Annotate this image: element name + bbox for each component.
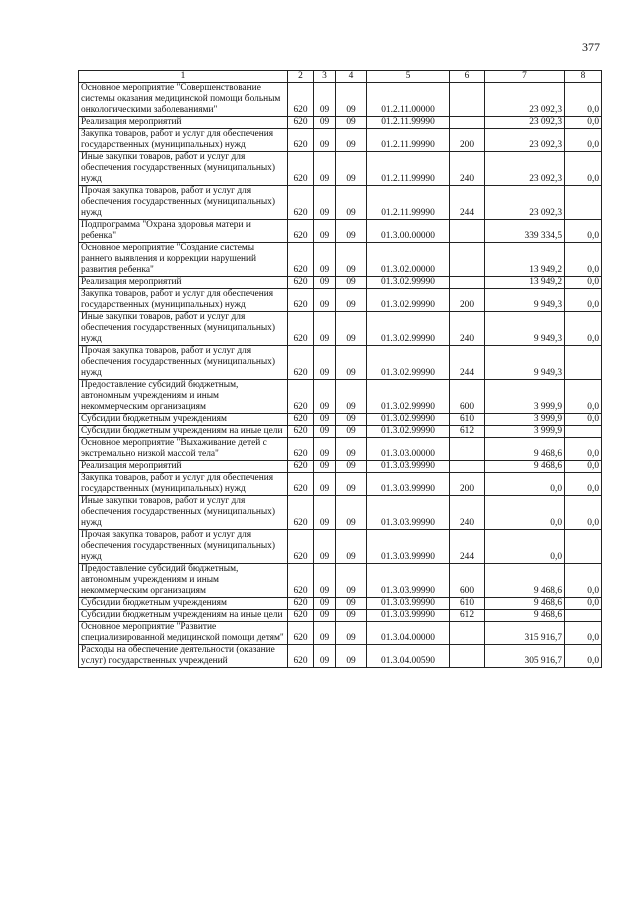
row-name-cell: Иные закупки товаров, работ и услуг для обеспечения государственных (муниципальных) нужд — [79, 312, 288, 346]
row-target-article-cell: 01.3.02.99990 — [367, 426, 450, 438]
row-section-cell: 09 — [314, 346, 336, 380]
row-code-cell: 620 — [288, 473, 314, 496]
row-name-cell: Основное мероприятие "Выхаживание детей с экстремально низкой массой тела" — [79, 438, 288, 461]
table-row — [79, 438, 602, 461]
header-cell: 8 — [565, 71, 602, 83]
row-section-cell: 09 — [314, 496, 336, 530]
row-extra-cell: 0,0 — [565, 461, 602, 473]
row-amount-cell: 23 092,3 — [485, 83, 565, 117]
row-code-cell: 620 — [288, 530, 314, 564]
row-section-cell: 09 — [314, 564, 336, 598]
row-subsection-cell: 09 — [336, 622, 367, 645]
row-section-cell: 09 — [314, 380, 336, 414]
row-name-cell: Предоставление субсидий бюджетным, автономным учреждениям и иным некоммерческим организациям — [79, 564, 288, 598]
row-amount-cell: 9 949,3 — [485, 289, 565, 312]
row-section-cell: 09 — [314, 426, 336, 438]
row-name-cell: Прочая закупка товаров, работ и услуг для обеспечения государственных (муниципальных) нужд — [79, 530, 288, 564]
row-section-cell: 09 — [314, 220, 336, 243]
row-amount-cell: 23 092,3 — [485, 129, 565, 152]
row-amount-cell: 9 468,6 — [485, 598, 565, 610]
row-name-cell: Расходы на обеспечение деятельности (оказание услуг) государственных учреждений — [79, 645, 288, 668]
row-extra-cell: 0,0 — [565, 496, 602, 530]
row-amount-cell: 3 999,9 — [485, 414, 565, 426]
row-subsection-cell: 09 — [336, 117, 367, 129]
row-code-cell: 620 — [288, 380, 314, 414]
row-amount-cell: 9 468,6 — [485, 461, 565, 473]
row-amount-cell: 9 468,6 — [485, 564, 565, 598]
row-target-article-cell: 01.3.02.99990 — [367, 346, 450, 380]
row-subsection-cell: 09 — [336, 289, 367, 312]
row-expense-type-cell: 244 — [450, 346, 485, 380]
row-target-article-cell: 01.3.03.99990 — [367, 610, 450, 622]
row-code-cell: 620 — [288, 622, 314, 645]
row-extra-cell: 0,0 — [565, 645, 602, 668]
row-code-cell: 620 — [288, 346, 314, 380]
row-section-cell: 09 — [314, 129, 336, 152]
row-code-cell: 620 — [288, 426, 314, 438]
row-name-cell: Прочая закупка товаров, работ и услуг для обеспечения государственных (муниципальных) нужд — [79, 346, 288, 380]
row-target-article-cell: 01.3.02.99990 — [367, 312, 450, 346]
row-name-cell: Прочая закупка товаров, работ и услуг для обеспечения государственных (муниципальных) нужд — [79, 186, 288, 220]
row-code-cell: 620 — [288, 243, 314, 277]
table-row — [79, 83, 602, 117]
table-row — [79, 243, 602, 277]
row-subsection-cell: 09 — [336, 598, 367, 610]
table-row — [79, 220, 602, 243]
row-target-article-cell: 01.3.02.99990 — [367, 277, 450, 289]
row-subsection-cell: 09 — [336, 277, 367, 289]
table-row — [79, 564, 602, 598]
row-expense-type-cell — [450, 83, 485, 117]
row-extra-cell: 0,0 — [565, 129, 602, 152]
row-extra-cell: 0,0 — [565, 220, 602, 243]
row-target-article-cell: 01.3.04.00000 — [367, 622, 450, 645]
row-subsection-cell: 09 — [336, 473, 367, 496]
row-section-cell: 09 — [314, 473, 336, 496]
row-expense-type-cell — [450, 117, 485, 129]
header-cell: 6 — [450, 71, 485, 83]
row-code-cell: 620 — [288, 610, 314, 622]
row-target-article-cell: 01.2.11.99990 — [367, 117, 450, 129]
row-subsection-cell: 09 — [336, 530, 367, 564]
row-name-cell: Закупка товаров, работ и услуг для обеспечения государственных (муниципальных) нужд — [79, 129, 288, 152]
row-expense-type-cell: 610 — [450, 598, 485, 610]
row-amount-cell: 9 468,6 — [485, 610, 565, 622]
row-subsection-cell: 09 — [336, 645, 367, 668]
row-name-cell: Реализация мероприятий — [79, 461, 288, 473]
row-amount-cell: 23 092,3 — [485, 186, 565, 220]
row-extra-cell: 0,0 — [565, 414, 602, 426]
row-target-article-cell: 01.2.11.99990 — [367, 152, 450, 186]
row-code-cell: 620 — [288, 83, 314, 117]
row-target-article-cell: 01.3.02.00000 — [367, 243, 450, 277]
row-name-cell: Закупка товаров, работ и услуг для обеспечения государственных (муниципальных) нужд — [79, 289, 288, 312]
row-name-cell: Основное мероприятие "Совершенствование системы оказания медицинской помощи больным онкологическими заболеваниями" — [79, 83, 288, 117]
row-name-cell: Иные закупки товаров, работ и услуг для обеспечения государственных (муниципальных) нужд — [79, 496, 288, 530]
row-expense-type-cell — [450, 645, 485, 668]
row-target-article-cell: 01.3.03.99990 — [367, 461, 450, 473]
row-target-article-cell: 01.3.00.00000 — [367, 220, 450, 243]
row-name-cell: Реализация мероприятий — [79, 117, 288, 129]
row-subsection-cell: 09 — [336, 152, 367, 186]
row-amount-cell: 339 334,5 — [485, 220, 565, 243]
row-expense-type-cell: 244 — [450, 530, 485, 564]
table-row — [79, 426, 602, 438]
row-expense-type-cell: 240 — [450, 496, 485, 530]
row-subsection-cell: 09 — [336, 129, 367, 152]
table-row — [79, 312, 602, 346]
row-expense-type-cell: 612 — [450, 426, 485, 438]
row-expense-type-cell: 200 — [450, 289, 485, 312]
table-row — [79, 186, 602, 220]
row-section-cell: 09 — [314, 530, 336, 564]
header-cell: 2 — [288, 71, 314, 83]
table-row — [79, 530, 602, 564]
row-target-article-cell: 01.3.03.00000 — [367, 438, 450, 461]
row-section-cell: 09 — [314, 438, 336, 461]
row-code-cell: 620 — [288, 129, 314, 152]
row-subsection-cell: 09 — [336, 380, 367, 414]
table-row — [79, 346, 602, 380]
table-row — [79, 277, 602, 289]
header-cell: 3 — [314, 71, 336, 83]
row-code-cell: 620 — [288, 289, 314, 312]
row-extra-cell — [565, 530, 602, 564]
table-row — [79, 598, 602, 610]
row-code-cell: 620 — [288, 414, 314, 426]
row-name-cell: Субсидии бюджетным учреждениям на иные цели — [79, 426, 288, 438]
row-section-cell: 09 — [314, 461, 336, 473]
row-amount-cell: 315 916,7 — [485, 622, 565, 645]
header-cell: 5 — [367, 71, 450, 83]
row-extra-cell: 0,0 — [565, 83, 602, 117]
table-row — [79, 461, 602, 473]
row-name-cell: Закупка товаров, работ и услуг для обеспечения государственных (муниципальных) нужд — [79, 473, 288, 496]
budget-table — [78, 70, 602, 668]
row-extra-cell: 0,0 — [565, 598, 602, 610]
row-subsection-cell: 09 — [336, 610, 367, 622]
row-name-cell: Основное мероприятие "Развитие специализированной медицинской помощи детям" — [79, 622, 288, 645]
row-target-article-cell: 01.3.02.99990 — [367, 380, 450, 414]
table-row — [79, 380, 602, 414]
row-name-cell: Подпрограмма "Охрана здоровья матери и ребенка" — [79, 220, 288, 243]
row-section-cell: 09 — [314, 645, 336, 668]
row-amount-cell: 0,0 — [485, 530, 565, 564]
row-code-cell: 620 — [288, 220, 314, 243]
table-row — [79, 289, 602, 312]
row-target-article-cell: 01.3.02.99990 — [367, 289, 450, 312]
row-name-cell: Субсидии бюджетным учреждениям — [79, 414, 288, 426]
row-section-cell: 09 — [314, 152, 336, 186]
row-section-cell: 09 — [314, 243, 336, 277]
row-extra-cell: 0,0 — [565, 473, 602, 496]
row-extra-cell: 0,0 — [565, 117, 602, 129]
row-section-cell: 09 — [314, 186, 336, 220]
table-header-row — [79, 71, 602, 83]
row-code-cell: 620 — [288, 117, 314, 129]
row-amount-cell: 3 999,9 — [485, 380, 565, 414]
row-code-cell: 620 — [288, 186, 314, 220]
row-name-cell: Субсидии бюджетным учреждениям — [79, 598, 288, 610]
row-extra-cell — [565, 426, 602, 438]
row-subsection-cell: 09 — [336, 496, 367, 530]
row-expense-type-cell — [450, 622, 485, 645]
row-extra-cell: 0,0 — [565, 289, 602, 312]
row-code-cell: 620 — [288, 496, 314, 530]
row-expense-type-cell: 610 — [450, 414, 485, 426]
row-section-cell: 09 — [314, 610, 336, 622]
row-amount-cell: 13 949,2 — [485, 277, 565, 289]
row-amount-cell: 3 999,9 — [485, 426, 565, 438]
row-expense-type-cell: 200 — [450, 473, 485, 496]
row-code-cell: 620 — [288, 152, 314, 186]
row-amount-cell: 13 949,2 — [485, 243, 565, 277]
row-extra-cell: 0,0 — [565, 438, 602, 461]
row-code-cell: 620 — [288, 564, 314, 598]
row-target-article-cell: 01.3.03.99990 — [367, 473, 450, 496]
row-amount-cell: 305 916,7 — [485, 645, 565, 668]
row-extra-cell — [565, 186, 602, 220]
row-extra-cell: 0,0 — [565, 243, 602, 277]
row-section-cell: 09 — [314, 83, 336, 117]
row-name-cell: Иные закупки товаров, работ и услуг для обеспечения государственных (муниципальных) нужд — [79, 152, 288, 186]
row-subsection-cell: 09 — [336, 438, 367, 461]
row-expense-type-cell — [450, 438, 485, 461]
table-row — [79, 129, 602, 152]
row-code-cell: 620 — [288, 598, 314, 610]
table-row — [79, 414, 602, 426]
row-section-cell: 09 — [314, 414, 336, 426]
row-expense-type-cell: 200 — [450, 129, 485, 152]
row-target-article-cell: 01.3.02.99990 — [367, 414, 450, 426]
row-subsection-cell: 09 — [336, 83, 367, 117]
row-expense-type-cell — [450, 220, 485, 243]
row-target-article-cell: 01.3.03.99990 — [367, 598, 450, 610]
table-row — [79, 610, 602, 622]
row-amount-cell: 23 092,3 — [485, 117, 565, 129]
row-code-cell: 620 — [288, 438, 314, 461]
row-extra-cell: 0,0 — [565, 152, 602, 186]
row-expense-type-cell: 612 — [450, 610, 485, 622]
row-section-cell: 09 — [314, 289, 336, 312]
row-extra-cell: 0,0 — [565, 312, 602, 346]
row-subsection-cell: 09 — [336, 426, 367, 438]
row-name-cell: Предоставление субсидий бюджетным, автономным учреждениям и иным некоммерческим организациям — [79, 380, 288, 414]
row-code-cell: 620 — [288, 645, 314, 668]
row-target-article-cell: 01.2.11.99990 — [367, 129, 450, 152]
row-expense-type-cell — [450, 277, 485, 289]
row-expense-type-cell — [450, 461, 485, 473]
row-subsection-cell: 09 — [336, 346, 367, 380]
row-target-article-cell: 01.2.11.99990 — [367, 186, 450, 220]
row-extra-cell: 0,0 — [565, 277, 602, 289]
row-section-cell: 09 — [314, 622, 336, 645]
row-target-article-cell: 01.3.03.99990 — [367, 564, 450, 598]
row-amount-cell: 9 949,3 — [485, 312, 565, 346]
page-number: 377 — [582, 40, 600, 54]
row-target-article-cell: 01.2.11.00000 — [367, 83, 450, 117]
table-row — [79, 622, 602, 645]
row-subsection-cell: 09 — [336, 186, 367, 220]
row-extra-cell — [565, 610, 602, 622]
row-expense-type-cell — [450, 243, 485, 277]
row-expense-type-cell: 600 — [450, 564, 485, 598]
row-subsection-cell: 09 — [336, 312, 367, 346]
row-section-cell: 09 — [314, 277, 336, 289]
row-extra-cell — [565, 346, 602, 380]
row-target-article-cell: 01.3.03.99990 — [367, 530, 450, 564]
row-extra-cell: 0,0 — [565, 564, 602, 598]
row-subsection-cell: 09 — [336, 220, 367, 243]
table-row — [79, 152, 602, 186]
row-name-cell: Реализация мероприятий — [79, 277, 288, 289]
row-name-cell: Субсидии бюджетным учреждениям на иные цели — [79, 610, 288, 622]
row-subsection-cell: 09 — [336, 414, 367, 426]
row-section-cell: 09 — [314, 598, 336, 610]
row-amount-cell: 0,0 — [485, 473, 565, 496]
row-amount-cell: 23 092,3 — [485, 152, 565, 186]
row-section-cell: 09 — [314, 117, 336, 129]
row-subsection-cell: 09 — [336, 243, 367, 277]
header-cell: 4 — [336, 71, 367, 83]
row-name-cell: Основное мероприятие "Создание системы раннего выявления и коррекции нарушений развития ребенка" — [79, 243, 288, 277]
row-subsection-cell: 09 — [336, 564, 367, 598]
header-cell: 1 — [79, 71, 288, 83]
row-code-cell: 620 — [288, 277, 314, 289]
table-row — [79, 473, 602, 496]
row-extra-cell: 0,0 — [565, 622, 602, 645]
table-row — [79, 496, 602, 530]
row-code-cell: 620 — [288, 461, 314, 473]
header-cell: 7 — [485, 71, 565, 83]
row-target-article-cell: 01.3.04.00590 — [367, 645, 450, 668]
table-body — [79, 83, 602, 668]
row-expense-type-cell: 240 — [450, 312, 485, 346]
table-row — [79, 117, 602, 129]
row-expense-type-cell: 600 — [450, 380, 485, 414]
row-expense-type-cell: 240 — [450, 152, 485, 186]
row-target-article-cell: 01.3.03.99990 — [367, 496, 450, 530]
row-section-cell: 09 — [314, 312, 336, 346]
row-subsection-cell: 09 — [336, 461, 367, 473]
row-amount-cell: 9 949,3 — [485, 346, 565, 380]
row-code-cell: 620 — [288, 312, 314, 346]
table-row — [79, 645, 602, 668]
row-amount-cell: 0,0 — [485, 496, 565, 530]
row-extra-cell: 0,0 — [565, 380, 602, 414]
row-expense-type-cell: 244 — [450, 186, 485, 220]
row-amount-cell: 9 468,6 — [485, 438, 565, 461]
